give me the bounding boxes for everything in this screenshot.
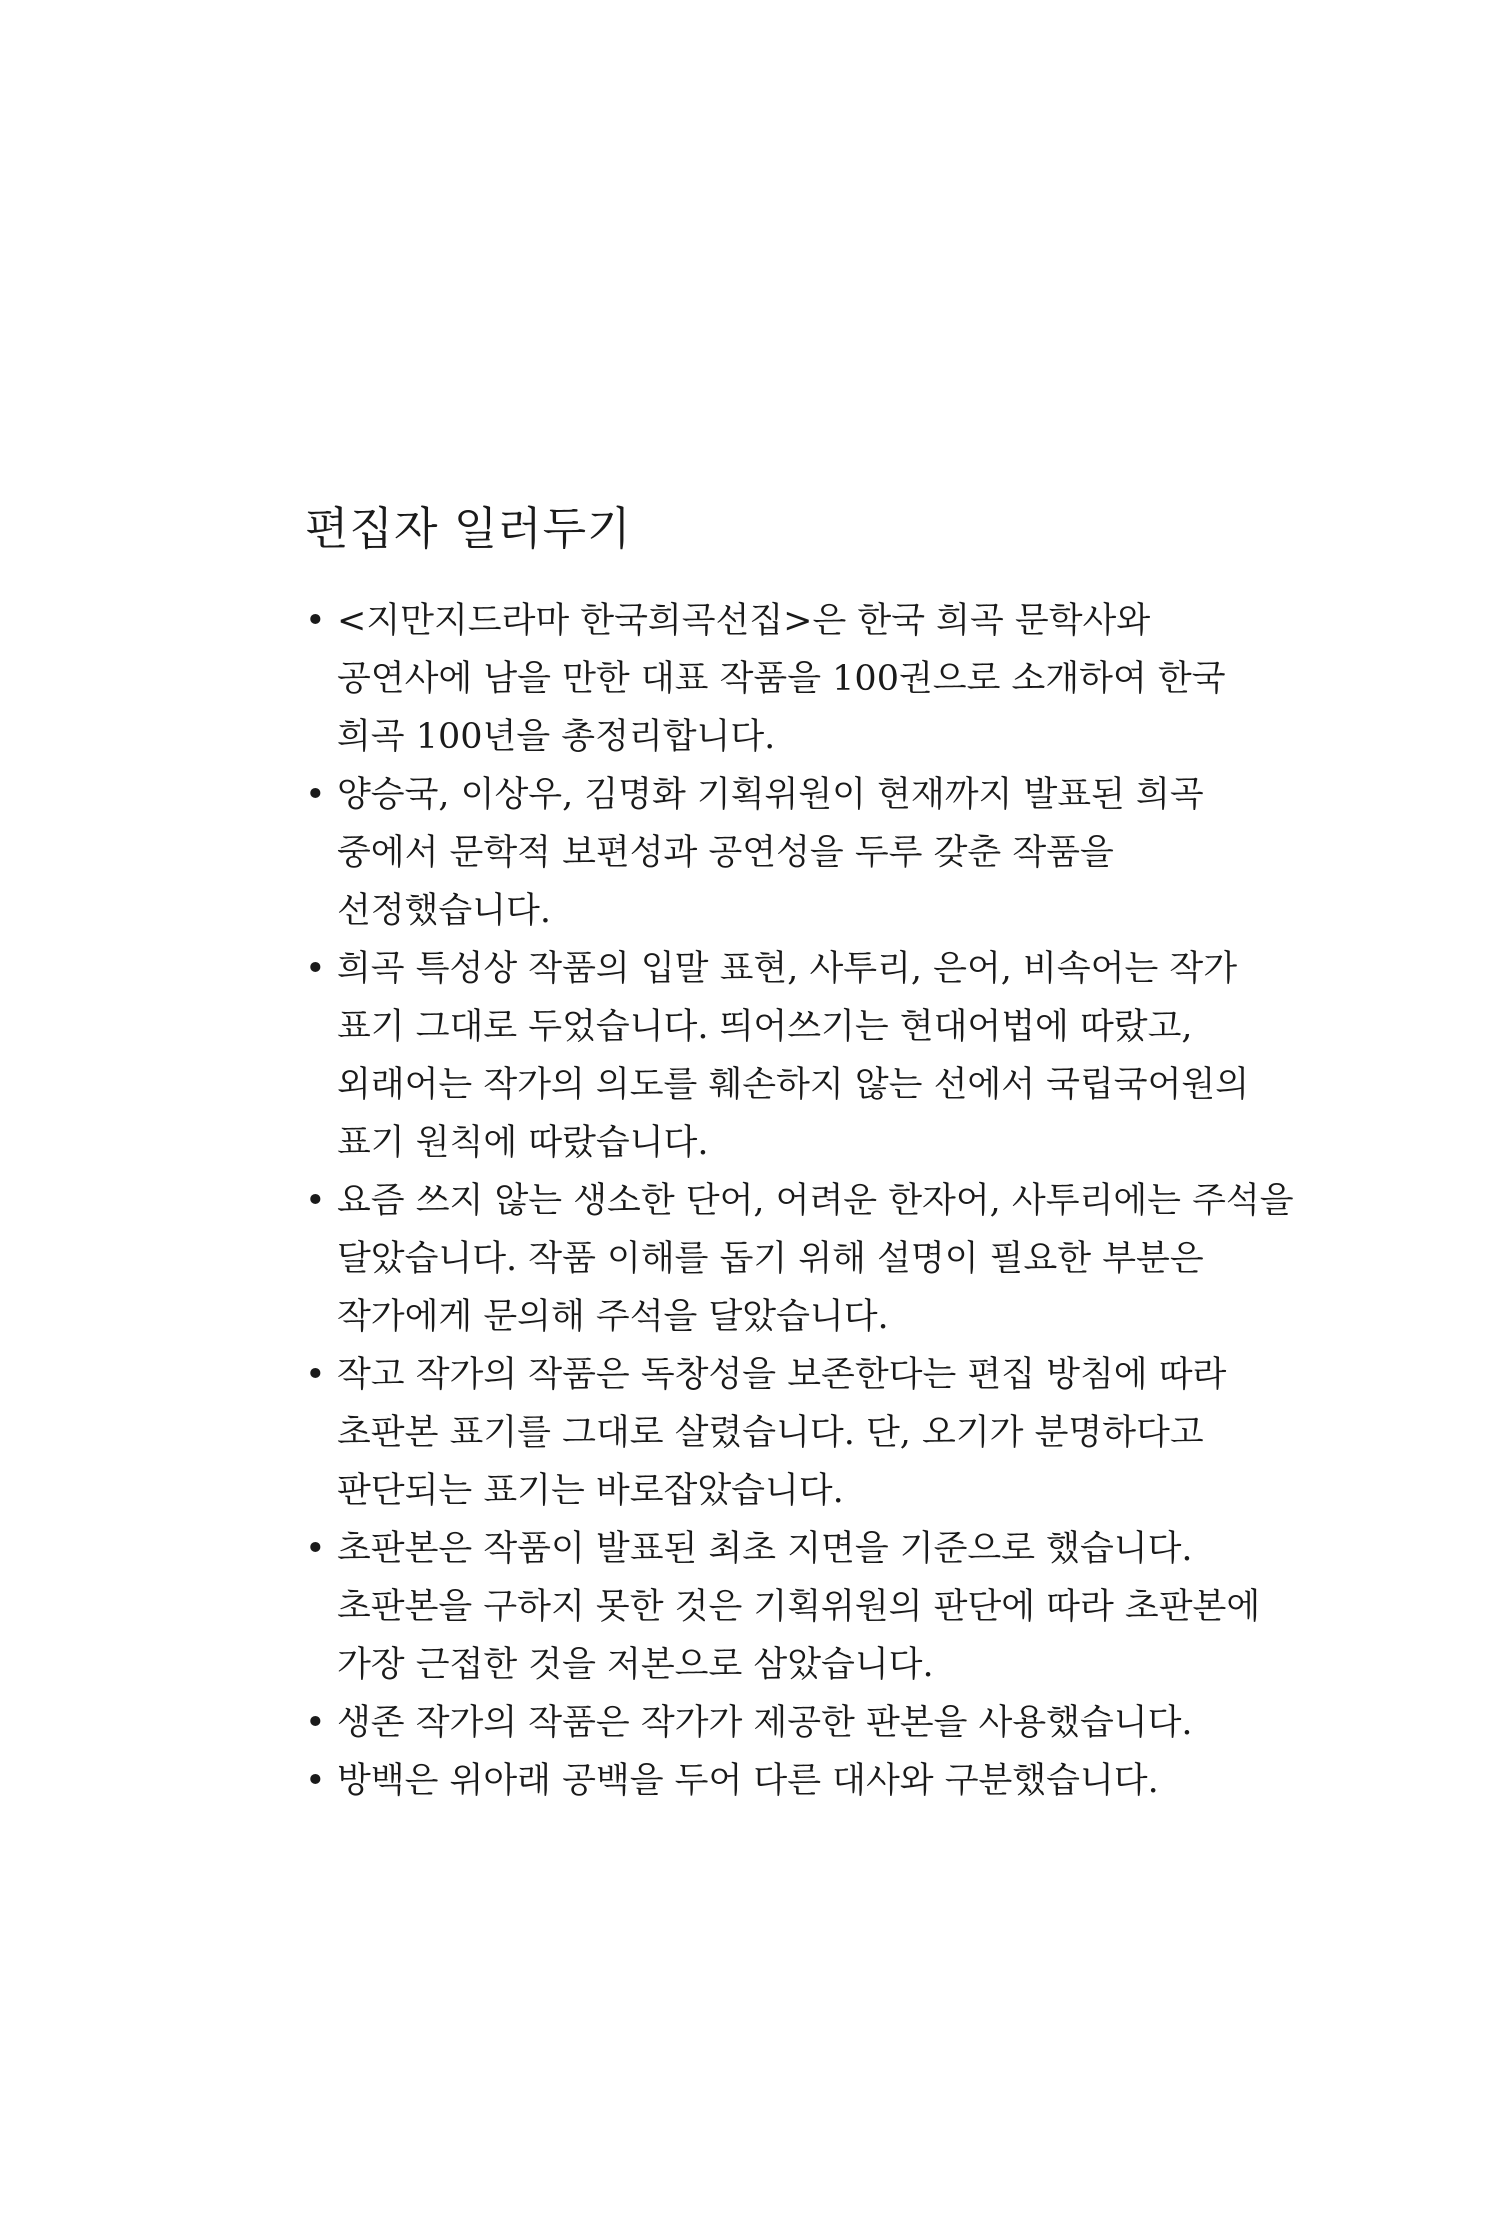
note-line: 요즘 쓰지 않는 생소한 단어, 어려운 한자어, 사투리에는 주석을 — [337, 1181, 1294, 1221]
note-line: 초판본 표기를 그대로 살렸습니다. 단, 오기가 분명하다고 — [337, 1413, 1204, 1453]
note-line: 방백은 위아래 공백을 두어 다른 대사와 구분했습니다. — [337, 1761, 1159, 1801]
note-line: 양승국, 이상우, 김명화 기획위원이 현재까지 발표된 희곡 — [337, 775, 1204, 815]
bullet-icon: • — [305, 1181, 326, 1221]
note-item — [305, 766, 1245, 940]
note-line: 달았습니다. 작품 이해를 돕기 위해 설명이 필요한 부분은 — [337, 1239, 1204, 1279]
note-line: <지만지드라마 한국희곡선집>은 한국 희곡 문학사와 — [337, 601, 1151, 641]
bullet-icon: • — [305, 601, 326, 641]
note-line: 중에서 문학적 보편성과 공연성을 두루 갖춘 작품을 — [337, 833, 1114, 873]
bullet-icon: • — [305, 1761, 326, 1801]
bullet-icon: • — [305, 949, 326, 989]
note-line: 표기 그대로 두었습니다. 띄어쓰기는 현대어법에 따랐고, — [337, 1007, 1193, 1047]
note-line: 초판본은 작품이 발표된 최초 지면을 기준으로 했습니다. — [337, 1529, 1193, 1569]
note-line: 판단되는 표기는 바로잡았습니다. — [337, 1471, 844, 1511]
note-item — [305, 1172, 1294, 1346]
bullet-icon: • — [305, 775, 326, 815]
note-item — [305, 1694, 1245, 1752]
page-title: 편집자 일러두기 — [305, 502, 632, 555]
editor-notes-list — [305, 592, 1294, 1810]
note-item — [305, 1520, 1261, 1694]
note-line: 작가에게 문의해 주석을 달았습니다. — [337, 1297, 889, 1337]
note-line: 초판본을 구하지 못한 것은 기획위원의 판단에 따라 초판본에 — [337, 1587, 1261, 1627]
note-item — [305, 1752, 1245, 1810]
note-line: 선정했습니다. — [337, 891, 551, 931]
bullet-icon: • — [305, 1529, 326, 1569]
note-item — [305, 1346, 1245, 1520]
note-item — [305, 592, 1245, 766]
note-line: 가장 근접한 것을 저본으로 삼았습니다. — [337, 1645, 934, 1685]
bullet-icon: • — [305, 1703, 326, 1743]
note-line: 희곡 특성상 작품의 입말 표현, 사투리, 은어, 비속어는 작가 — [337, 949, 1238, 989]
note-line: 표기 원칙에 따랐습니다. — [337, 1123, 709, 1163]
note-line: 희곡 100년을 총정리합니다. — [337, 717, 776, 757]
bullet-icon: • — [305, 1355, 326, 1395]
note-line: 생존 작가의 작품은 작가가 제공한 판본을 사용했습니다. — [337, 1703, 1193, 1743]
note-line: 외래어는 작가의 의도를 훼손하지 않는 선에서 국립국어원의 — [337, 1065, 1250, 1105]
note-line: 작고 작가의 작품은 독창성을 보존한다는 편집 방침에 따라 — [337, 1355, 1227, 1395]
note-line: 공연사에 남을 만한 대표 작품을 100권으로 소개하여 한국 — [337, 659, 1226, 699]
note-item — [305, 940, 1250, 1172]
